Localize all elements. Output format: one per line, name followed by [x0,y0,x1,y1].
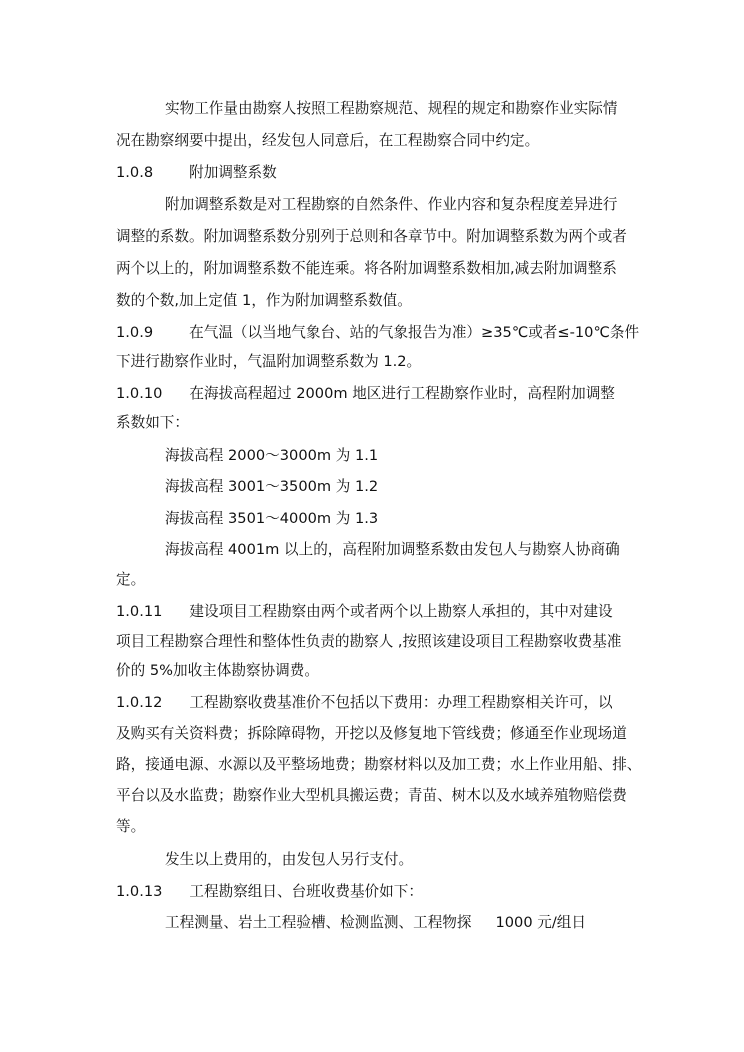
section-1-0-10-first [116,384,636,404]
section-1-0-11-first [116,602,636,622]
section-1-0-8-line-3: 两个以上的，附加调整系数不能连乘。将各附加调整系数相加,减去附加调整系 [116,260,617,277]
intro-line-1: 实物工作量由勘察人按照工程勘察规范、规程的规定和勘察作业实际情 [165,100,618,117]
fee-item [165,913,685,933]
section-1-0-8-line-2: 调整的系数。附加调整系数分别列于总则和各章节中。附加调整系数为两个或者 [116,228,627,245]
section-1-0-11-line-1: 项目工程勘察合理性和整体性负责的勘察人 ,按照该建设项目工程勘察收费基准 [116,633,622,650]
section-1-0-9-first [116,323,640,343]
altitude-item-2: 海拔高程 3001～3500m 为 1.2 [165,478,379,495]
section-1-0-12-note: 发生以上费用的，由发包人另行支付。 [165,851,414,868]
section-number: 1.0.13 [116,883,163,900]
altitude-item-1: 海拔高程 2000～3000m 为 1.1 [165,447,379,464]
section-1-0-11-line-2: 价的 5%加收主体勘察协调费。 [116,662,319,679]
section-1-0-12-line-1: 及购买有关资料费；拆除障碍物，开挖以及修复地下管线费；修通至作业现场道 [116,725,627,742]
section-number: 1.0.8 [116,164,154,181]
section-1-0-8-line-4: 数的个数,加上定值 1，作为附加调整系数值。 [116,292,412,309]
section-text: 建设项目工程勘察由两个或者两个以上勘察人承担的，其中对建设 [189,603,613,620]
altitude-note-line-2: 定。 [116,571,146,588]
section-1-0-12-line-4: 等。 [116,818,146,835]
section-text: 工程勘察收费基准价不包括以下费用：办理工程勘察相关许可，以 [189,694,613,711]
section-1-0-9-line-1: 下进行勘察作业时，气温附加调整系数为 1.2。 [116,353,422,370]
section-number: 1.0.9 [116,324,154,341]
fee-item-price: 1000 元/组日 [495,914,586,931]
section-number: 1.0.11 [116,603,163,620]
section-text: 工程勘察组日、台班收费基价如下： [189,883,423,900]
section-1-0-12-first [116,693,636,713]
section-1-0-12-line-2: 路，接通电源、水源以及平整场地费；勘察材料以及加工费；水上作业用船、排、 [116,756,642,773]
section-number: 1.0.12 [116,694,163,711]
section-text: 在气温（以当地气象台、站的气象报告为准）≥35℃或者≤-10℃条件 [189,324,640,341]
altitude-note-line-1: 海拔高程 4001m 以上的，高程附加调整系数由发包人与勘察人协商确 [165,541,620,558]
altitude-item-3: 海拔高程 3501～4000m 为 1.3 [165,510,379,527]
section-1-0-8-heading [116,163,636,183]
section-1-0-12-line-3: 平台以及水监费；勘察作业大型机具搬运费；青苗、树木以及水域养殖物赔偿费 [116,787,627,804]
section-1-0-13-first [116,882,636,902]
section-text: 在海拔高程超过 2000m 地区进行工程勘察作业时，高程附加调整 [189,385,615,402]
intro-line-2: 况在勘察纲要中提出，经发包人同意后，在工程勘察合同中约定。 [116,132,540,149]
section-1-0-10-line-1: 系数如下： [116,414,189,431]
section-title: 附加调整系数 [189,164,277,181]
section-1-0-8-line-1: 附加调整系数是对工程勘察的自然条件、作业内容和复杂程度差异进行 [165,196,618,213]
fee-item-label: 工程测量、岩土工程验槽、检测监测、工程物探 [165,914,472,931]
section-number: 1.0.10 [116,385,163,402]
